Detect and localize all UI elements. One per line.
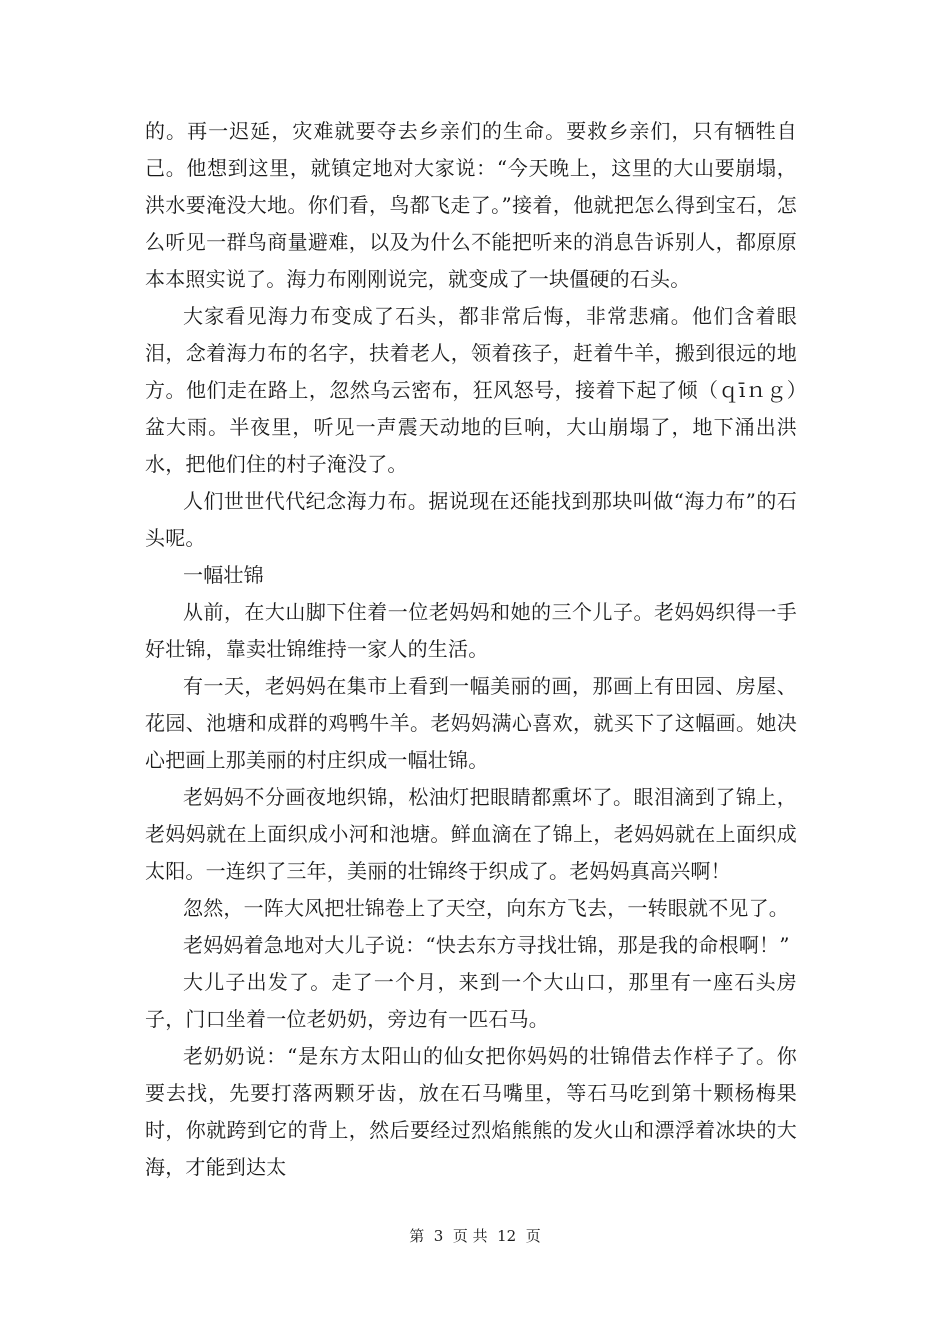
paragraph: 大家看见海力布变成了石头，都非常后悔，非常悲痛。他们含着眼泪，念着海力布的名字，扶着老人，领着孩子，赶着牛羊，搬到很远的地方。他们走在路上，忽然乌云密布，狂风怒号，接着下起了倾（ｑīｎｇ）盆大雨。半夜里，听见一声震天动地的巨响，大山崩塌了，地下涌出洪水，把他们住的村子淹没了。 (145, 304, 797, 476)
paragraph: 人们世世代代纪念海力布。据说现在还能找到那块叫做“海力布”的石头呢。 (145, 489, 797, 550)
paragraph: 的。再一迟延，灾难就要夺去乡亲们的生命。要救乡亲们，只有牺牲自己。他想到这里，就镇定地对大家说：“今天晚上，这里的大山要崩塌，洪水要淹没大地。你们看，鸟都飞走了。”接着，他就把怎么得到宝石，怎么听见一群鸟商量避难，以及为什么不能把听来的消息告诉别人，都原原本本照实说了。海力布刚刚说完，就变成了一块僵硬的石头。 (145, 119, 797, 291)
page-footer: 第 3 页 共 12 页 (409, 1227, 541, 1245)
paragraph: 大儿子出发了。走了一个月，来到一个大山口，那里有一座石头房子，门口坐着一位老奶奶，旁边有一匹石马。 (145, 970, 797, 1031)
paragraph: 有一天，老妈妈在集市上看到一幅美丽的画，那画上有田园、房屋、花园、池塘和成群的鸡鸭牛羊。老妈妈满心喜欢，就买下了这幅画。她决心把画上那美丽的村庄织成一幅壮锦。 (145, 674, 797, 772)
paragraph: 从前，在大山脚下住着一位老妈妈和她的三个儿子。老妈妈织得一手好壮锦，靠卖壮锦维持一家人的生活。 (145, 600, 797, 661)
paragraph: 忽然，一阵大风把壮锦卷上了天空，向东方飞去，一转眼就不见了。 (183, 896, 789, 920)
story-title: 一幅壮锦 (183, 563, 264, 587)
document-body (145, 113, 797, 1186)
paragraph: 老妈妈不分画夜地织锦，松油灯把眼睛都熏坏了。眼泪滴到了锦上，老妈妈就在上面织成小河和池塘。鲜血滴在了锦上，老妈妈就在上面织成太阳。一连织了三年，美丽的壮锦终于织成了。老妈妈真高兴啊！ (145, 785, 797, 883)
paragraph: 老奶奶说：“是东方太阳山的仙女把你妈妈的壮锦借去作样子了。你要去找，先要打落两颗牙齿，放在石马嘴里，等石马吃到第十颗杨梅果时，你就跨到它的背上，然后要经过烈焰熊熊的发火山和漂浮着冰块的大海，才能到达太 (145, 1044, 797, 1179)
paragraph: 老妈妈着急地对大儿子说：“快去东方寻找壮锦，那是我的命根啊！” (183, 933, 790, 957)
